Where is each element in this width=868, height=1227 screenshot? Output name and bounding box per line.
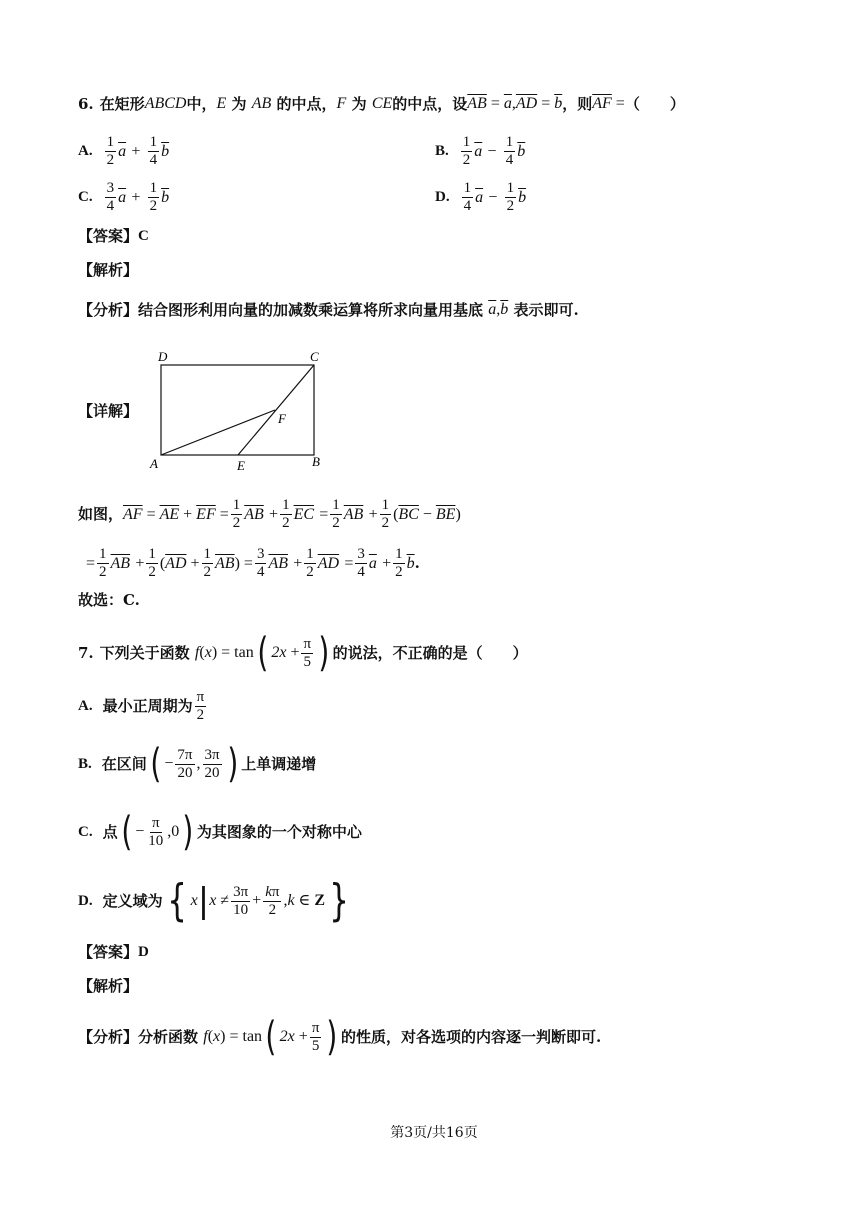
page-footer: 第3页/共16页: [390, 1125, 478, 1141]
q6-analysis-heading: 【解析】: [78, 261, 139, 279]
q6-option-d[interactable]: D. $\frac{1}{4}$ $\overline{a}$ − $\frac{1}{2}$ $\overline{b}$: [435, 180, 527, 214]
q7-answer: 【答案】 D: [78, 943, 149, 961]
q6-fenxi: 【分析】 结合图形利用向量的加减数乘运算将所求向量用基底 $\overline{a},\overline{b}$ 表示即可.: [78, 300, 579, 319]
label-b: B: [312, 454, 320, 469]
q6-option-b[interactable]: B. $\frac{1}{2}$ $\overline{a}$ − $\frac{1}{4}$ $\overline{b}$: [435, 134, 526, 168]
q6-option-a[interactable]: A. $\frac{1}{2}$ $\overline{a}$ + $\frac{1}{4}$ $\overline{b}$: [78, 134, 170, 168]
q7-option-b[interactable]: B. 在区间 ( − $\frac{7\pi}{20}$ , $\frac{3\pi}{20}$ ) 上单调递增: [78, 741, 317, 787]
label-e: E: [237, 458, 245, 473]
q6-option-c[interactable]: C. $\frac{3}{4}$ $\overline{a}$ + $\frac{1}{2}$ $\overline{b}$: [78, 180, 170, 214]
q6-af-vector: $\overline{AF}$ =: [592, 95, 625, 112]
q7-option-c[interactable]: C. 点 ( − $\frac{\pi}{10}$ ,0 ) 为其图象的一个对称中心: [78, 809, 362, 855]
q7-option-a[interactable]: A. 最小正周期为 $\frac{\pi}{2}$: [78, 689, 205, 723]
q7-option-d[interactable]: D. 定义域为 { x | x ≠ $\frac{3\pi}{10}$ + $\frac{k\pi}{2}$ ,k ∈ Z }: [78, 875, 349, 926]
q6-derivation-2: = $\frac{1}{2}$ $\overline{AB}$ + $\frac{1}{2}$ ($\overline{AD}$ + $\frac{1}{2}$ $\overline{AB}$) = $\frac{3}{4}$ $\overline{AB}$ + $\frac{1}{2}$ $\overline{AD}$ = $\frac{3}{4}$ $\overline{a}$ + $\frac{1}{2}$ $\overline{b}$ .: [86, 546, 420, 580]
label-d: D: [158, 349, 168, 364]
q7-number: 7.: [78, 643, 94, 662]
q6-vector-def: $\overline{AB} = \overline{a},\overline{AD} = \overline{b}$: [467, 95, 563, 112]
q6-derivation-1: 如图， $\overline{AF} = \overline{AE} + \overline{EF}$ = $\frac{1}{2}$ $\overline{AB}$ + $\frac{1}{2}$ $\overline{EC}$ = $\frac{1}{2}$ $\overline{AB}$ + $\frac{1}{2}$ $(\overline{BC} - \overline{BE})$: [78, 497, 461, 531]
q6-stem: 6. 在矩形 ABCD 中， E 为 AB 的中点， F 为 CE 的中点，设 $\overline{AB} = \overline{a},\overline{AD} = \overline{b}$ ，则 $\overline{AF}$ = （ ）: [78, 94, 685, 113]
label-f: F: [278, 411, 286, 426]
q7-stem: 7. 下列关于函数 f(x) = tan ( 2x + $\frac{\pi}{5}$ ) 的说法，不正确的是（ ）: [78, 630, 528, 676]
q6-number: 6.: [78, 94, 94, 113]
q6-detail-label: 【详解】: [78, 402, 139, 420]
segment-af: [161, 410, 275, 455]
segment-ec: [238, 365, 314, 455]
q6-answer: 【答案】 C: [78, 227, 149, 245]
rectangle-abcd: [161, 365, 314, 455]
q7-analysis-heading: 【解析】: [78, 977, 139, 995]
label-c: C: [310, 349, 319, 364]
q6-conclusion: 故选：C.: [78, 591, 140, 609]
label-a: A: [150, 456, 158, 471]
q7-fenxi: 【分析】 分析函数 f(x) = tan ( 2x + $\frac{\pi}{5}$ ) 的性质，对各选项的内容逐一判断即可.: [78, 1014, 602, 1060]
rectangle-figure: [148, 346, 338, 476]
